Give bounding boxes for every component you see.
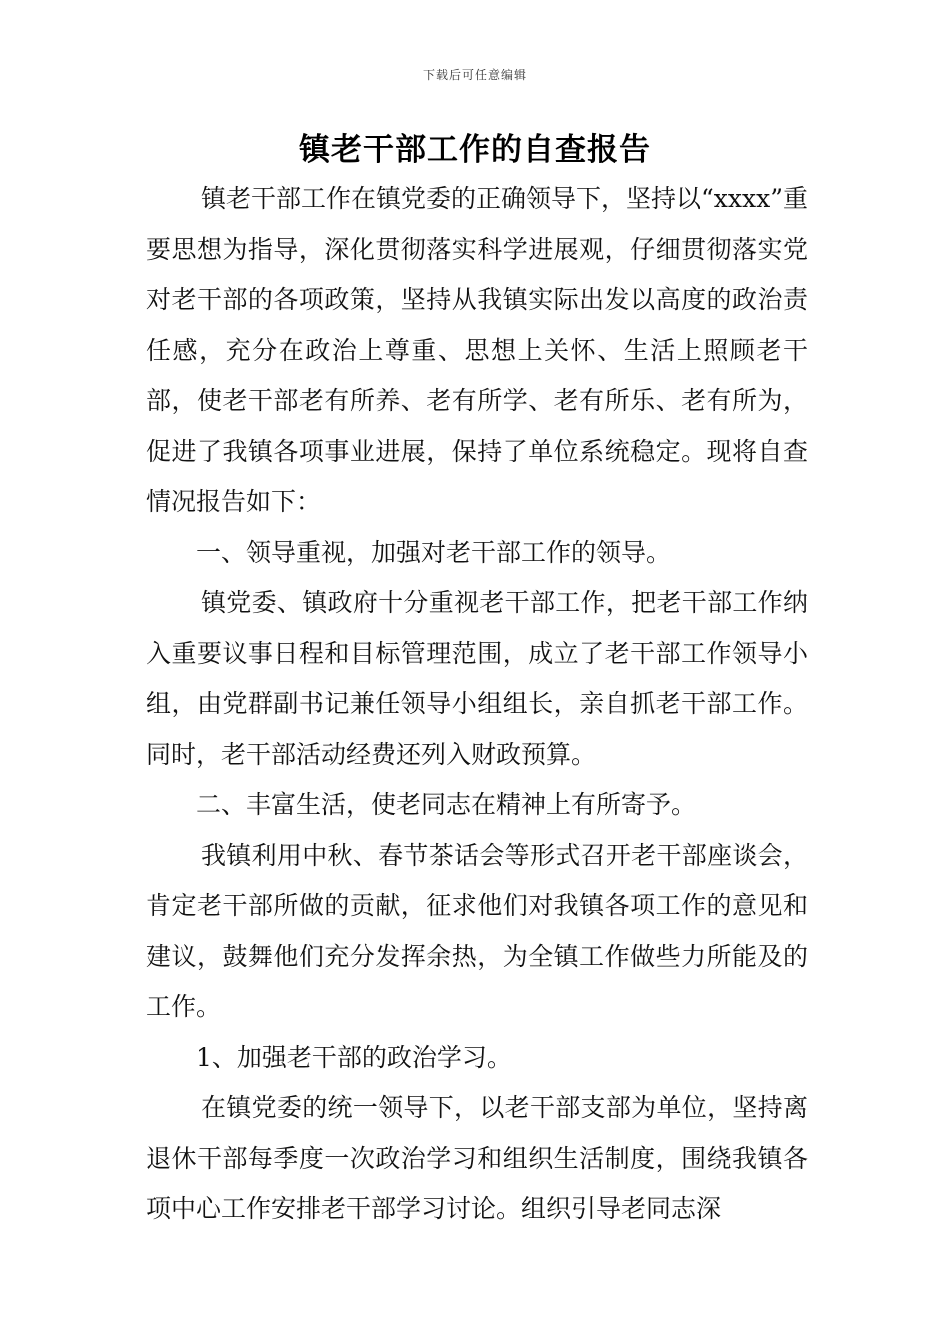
section-2-paragraph: 我镇利用中秋、春节茶话会等形式召开老干部座谈会，肯定老干部所做的贡献，征求他们对我镇各项工作的意见和建议，鼓舞他们充分发挥余热，为全镇工作做些力所能及的工作。: [146, 840, 808, 1021]
intro-paragraph: 镇老干部工作在镇党委的正确领导下，坚持以“xxxx”重要思想为指导，深化贯彻落实科学进展观，仔细贯彻落实党对老干部的各项政策，坚持从我镇实际出发以高度的政治责任感，充分在政治上尊重、思想上关怀、生活上照顾老干部，使老干部老有所养、老有所学、老有所乐、老有所为，促进了我镇各项事业进展，保持了单位系统稳定。现将自查情况报告如下：: [146, 184, 808, 516]
document-title: 镇老干部工作的自查报告: [299, 132, 651, 168]
header-note: 下载后可任意编辑: [422, 68, 527, 82]
section-1-paragraph: 镇党委、镇政府十分重视老干部工作，把老干部工作纳入重要议事日程和目标管理范围，成立了老干部工作领导小组，由党群副书记兼任领导小组组长，亲自抓老干部工作。同时，老干部活动经费还列入财政预算。: [146, 588, 808, 769]
subsection-1-paragraph: 在镇党委的统一领导下，以老干部支部为单位，坚持离退休干部每季度一次政治学习和组织生活制度，围绕我镇各项中心工作安排老干部学习讨论。组织引导老同志深: [146, 1093, 808, 1223]
section-heading-2: 二、丰富生活，使老同志在精神上有所寄予。: [196, 790, 697, 819]
document-body: [146, 174, 808, 1235]
section-heading-1: 一、领导重视，加强对老干部工作的领导。: [196, 537, 672, 567]
subsection-heading-1: 1、加强老干部的政治学习。: [196, 1042, 512, 1072]
